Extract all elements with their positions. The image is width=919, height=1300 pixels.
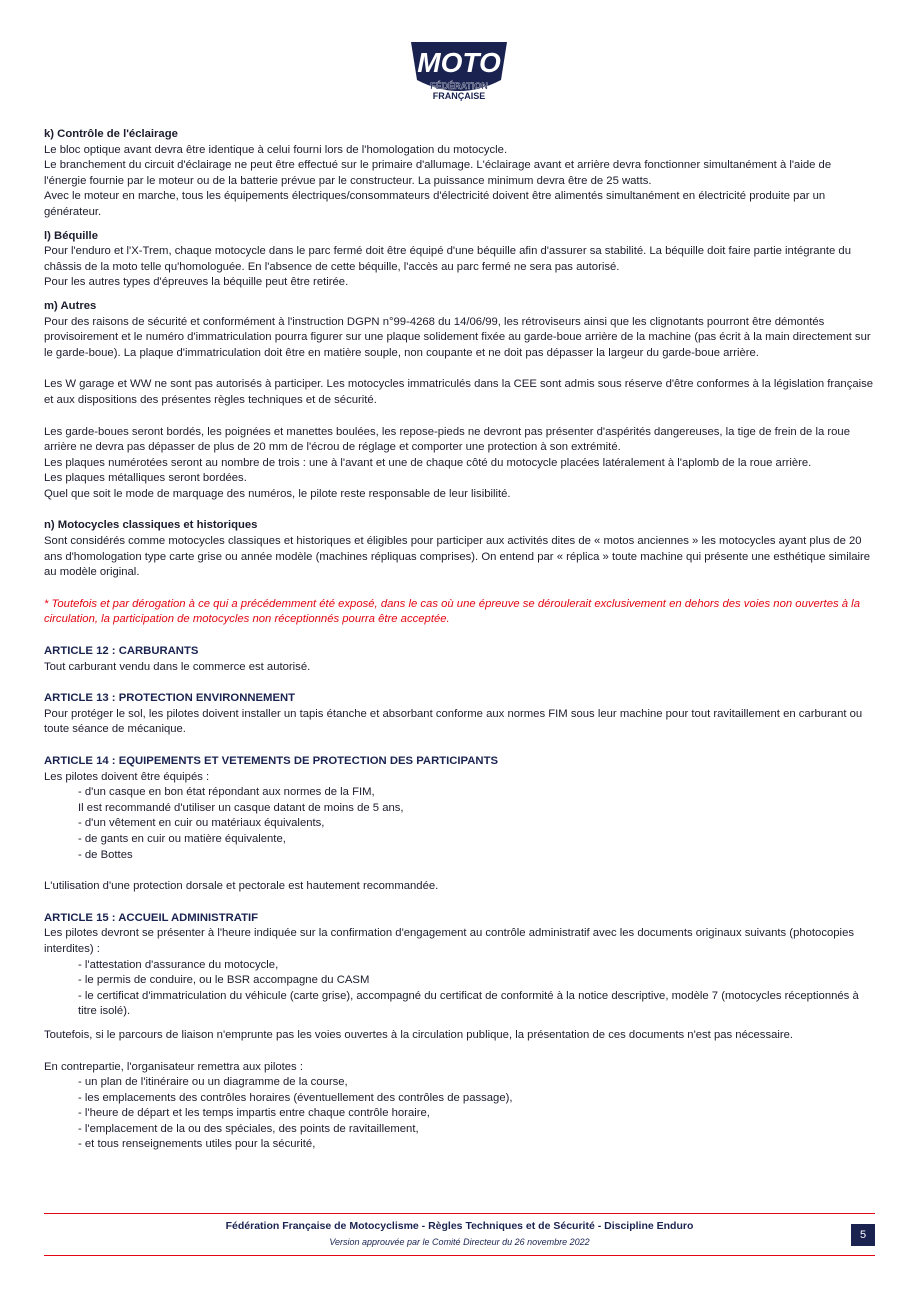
list-item: - d'un vêtement en cuir ou matériaux équivalents, [78, 817, 325, 830]
footer-title: Fédération Française de Motocyclisme - Règles Techniques et de Sécurité - Discipline Enduro [225, 1220, 694, 1232]
article-15-p2: Toutefois, si le parcours de liaison n'emprunte pas les voies ouvertes à la circulation publique, la présentation de ces documents n'est pas nécessaire. [44, 1028, 794, 1041]
list-item: - et tous renseignements utiles pour la sécurité, [78, 1138, 316, 1151]
logo-line1: FÉDÉRATION [430, 81, 488, 91]
logo-line2: FRANÇAISE [432, 91, 486, 101]
article-12-title: ARTICLE 12 : CARBURANTS [44, 645, 199, 658]
section-n-title: n) Motocycles classiques et historiques [44, 519, 258, 532]
section-m-p3: Les garde-boues seront bordés, les poignées et manettes boulées, les repose-pieds ne devront pas présenter d'aspérités dangereuses, la tige de frein de la roue arrière ne devra pas dépasser de plus de 20 mm de l'écrou de réglage et comporter une protection à son extrémité. [44, 425, 851, 454]
article-15-title: ARTICLE 15 : ACCUEIL ADMINISTRATIF [44, 911, 259, 924]
article-15-p3: En contrepartie, l'organisateur remettra aux pilotes : [44, 1060, 303, 1073]
list-item: - un plan de l'itinéraire ou un diagramme de la course, [78, 1076, 348, 1089]
section-k-title: k) Contrôle de l'éclairage [44, 128, 178, 140]
section-n-p1: Sont considérés comme motocycles classiques et historiques et éligibles pour participer aux activités dites de « motos anciennes » les motocycles ayant plus de 20 ans d'homologation type carte grise ou année modèle (machines répliquas comprises). On entend par « réplica » toute machine qui présente une esthétique similaire au modèle original. [44, 535, 871, 579]
list-item: - de gants en cuir ou matière équivalente, [78, 832, 286, 845]
section-m-p3: Quel que soit le mode de marquage des numéros, le pilote reste responsable de leur lisibilité. [44, 487, 511, 500]
article-13-text: Pour protéger le sol, les pilotes doivent installer un tapis étanche et absorbant conforme aux normes FIM sous leur machine pour tout ravitaillement en carburant ou toute séance de mécanique. [44, 707, 863, 736]
list-item: - les emplacements des contrôles horaires (éventuellement des contrôles de passage), [78, 1091, 513, 1104]
footer-subtitle: Version approuvée par le Comité Directeur du 26 novembre 2022 [329, 1237, 590, 1247]
footer-divider-bottom [44, 1255, 875, 1256]
section-m-p2: Les W garage et WW ne sont pas autorisés à participer. Les motocycles immatriculés dans la CEE sont admis sous réserve d'être conformes à la législation française et aux dispositions des présentes règles techniques et de sécurité. [44, 378, 874, 406]
section-m-p3: Les plaques numérotées seront au nombre de trois : une à l'avant et une de chaque côté du motocycle placées latéralement à l'aplomb de la roue arrière. [44, 456, 812, 469]
page-number: 5 [851, 1224, 875, 1246]
section-l-line: Pour les autres types d'épreuves la béquille peut être retirée. [44, 276, 349, 289]
section-l-line: Pour l'enduro et l'X-Trem, chaque motocycle dans le parc fermé doit être équipé d'une béquille afin d'assurer sa stabilité. La béquille doit faire partie intégrante du châssis de la moto telle qu'homologuée. En l'absence de cette béquille, l'accès au parc fermé ne sera pas autorisé. [44, 245, 851, 273]
footer-divider-top [44, 1213, 875, 1214]
section-m-p1: Pour des raisons de sécurité et conformément à l'instruction DGPN n°99-4268 du 14/06/99, les rétroviseurs ainsi que les clignotants pourront être démontés provisoirement et le numéro d'immatriculation pourra figurer sur une plaque solidement fixée au garde-boue arrière de la machine (pas écrit à la main directement sur le garde-boue). La plaque d'immatriculation doit être en matière souple, non coupante et ne doit pas dépasser la largeur du garde-boue arrière. [44, 315, 871, 359]
article-14-title: ARTICLE 14 : EQUIPEMENTS ET VETEMENTS DE PROTECTION DES PARTICIPANTS [44, 755, 499, 767]
list-item: - de Bottes [78, 848, 133, 861]
section-k-line: Avec le moteur en marche, tous les équipements électriques/consommateurs d'électricité doivent être alimentés simultanément en électricité produite par un générateur. [44, 190, 826, 218]
section-l-title: l) Béquille [44, 229, 98, 242]
section-k-line: Le branchement du circuit d'éclairage ne peut être effectué sur le primaire d'allumage. L'éclairage avant et arrière devra fonctionner simultanément à l'aide de l'énergie fournie par le moteur ou de la batterie prévue par le constructeur. La puissance minimum devra être de 25 watts. [44, 159, 832, 187]
logo-word: MOTO [417, 47, 501, 78]
list-item: - le permis de conduire, ou le BSR accompagne du CASM [78, 974, 370, 987]
list-item: - d'un casque en bon état répondant aux normes de la FIM, [78, 786, 375, 799]
list-item: Il est recommandé d'utiliser un casque datant de moins de 5 ans, [78, 801, 404, 814]
article-12-text: Tout carburant vendu dans le commerce est autorisé. [44, 660, 311, 673]
list-item: - l'emplacement de la ou des spéciales, des points de ravitaillement, [78, 1122, 419, 1135]
document-body [44, 127, 875, 1153]
section-n-note: * Toutefois et par dérogation à ce qui a précédemment été exposé, dans le cas où une épreuve se déroulerait exclusivement en dehors des voies non ouvertes à la circulation, la participation de motocycles non réceptionnés pourra être acceptée. [44, 597, 860, 626]
list-item: - l'attestation d'assurance du motocycle, [78, 958, 279, 971]
list-item: - l'heure de départ et les temps impartis entre chaque contrôle horaire, [78, 1107, 430, 1120]
article-15-intro: Les pilotes devront se présenter à l'heure indiquée sur la confirmation d'engagement au contrôle administratif avec les documents originaux suivants (photocopies interdites) : [44, 927, 854, 955]
section-m-p3: Les plaques métalliques seront bordées. [44, 472, 247, 485]
article-14-intro: Les pilotes doivent être équipés : [44, 770, 210, 783]
article-13-title: ARTICLE 13 : PROTECTION ENVIRONNEMENT [44, 692, 296, 705]
section-m-title: m) Autres [44, 299, 97, 312]
section-k-line: Le bloc optique avant devra être identique à celui fourni lors de l'homologation du motocycle. [44, 143, 508, 156]
article-14-outro: L'utilisation d'une protection dorsale et pectorale est hautement recommandée. [44, 880, 439, 893]
ffm-logo [405, 40, 513, 106]
list-item: - le certificat d'immatriculation du véhicule (carte grise), accompagné du certificat de conformité à la notice descriptive, modèle 7 (motocycles réceptionnés à titre isolé). [78, 989, 859, 1018]
